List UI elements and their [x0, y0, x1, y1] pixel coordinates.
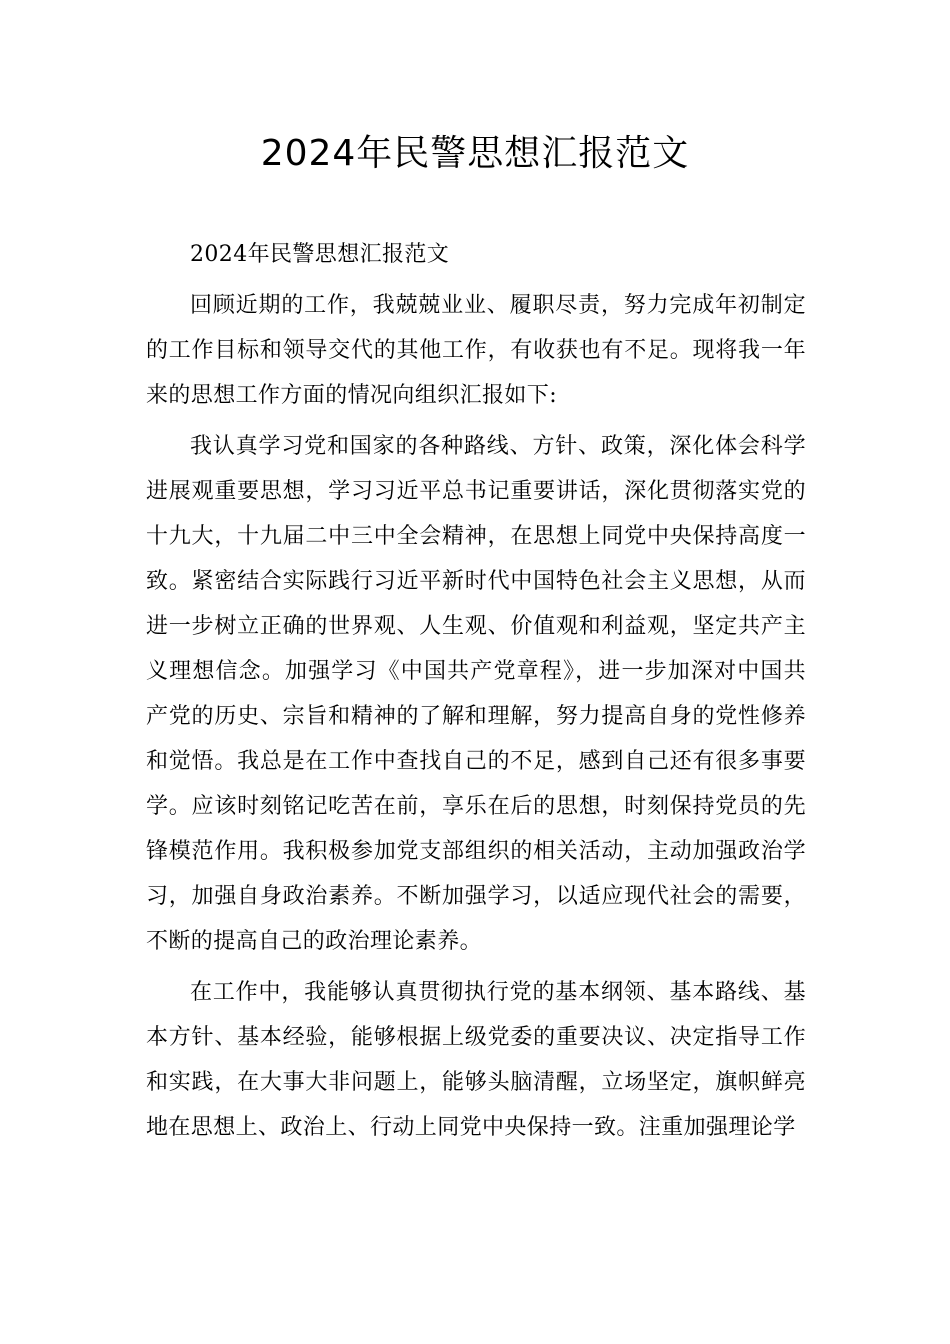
- document-title: 2024年民警思想汇报范文: [260, 133, 690, 174]
- paragraph-subtitle: 2024年民警思想汇报范文: [190, 242, 450, 267]
- document-body: [146, 232, 806, 1150]
- paragraph-intro: 回顾近期的工作，我兢兢业业、履职尽责，努力完成年初制定的工作目标和领导交代的其他工作，有收获也有不足。现将我一年来的思想工作方面的情况向组织汇报如下:: [146, 293, 806, 408]
- paragraph-work: 在工作中，我能够认真贯彻执行党的基本纲领、基本路线、基本方针、基本经验，能够根据上级党委的重要决议、决定指导工作和实践，在大事大非问题上，能够头脑清醒，立场坚定，旗帜鲜亮地在思想上、政治上、行动上同党中央保持一致。注重加强理论学: [146, 980, 806, 1140]
- paragraph-study: 我认真学习党和国家的各种路线、方针、政策，深化体会科学进展观重要思想，学习习近平总书记重要讲话，深化贯彻落实党的十九大，十九届二中三中全会精神，在思想上同党中央保持高度一致。紧密结合实际践行习近平新时代中国特色社会主义思想，从而进一步树立正确的世界观、人生观、价值观和利益观，坚定共产主义理想信念。加强学习《中国共产党章程》，进一步加深对中国共产党的历史、宗旨和精神的了解和理解，努力提高自身的党性修养和觉悟。我总是在工作中查找自己的不足，感到自己还有很多事要学。应该时刻铭记吃苦在前，享乐在后的思想，时刻保持党员的先锋模范作用。我积极参加党支部组织的相关活动，主动加强政治学习，加强自身政治素养。不断加强学习，以适应现代社会的需要，不断的提高自己的政治理论素养。: [146, 434, 806, 954]
